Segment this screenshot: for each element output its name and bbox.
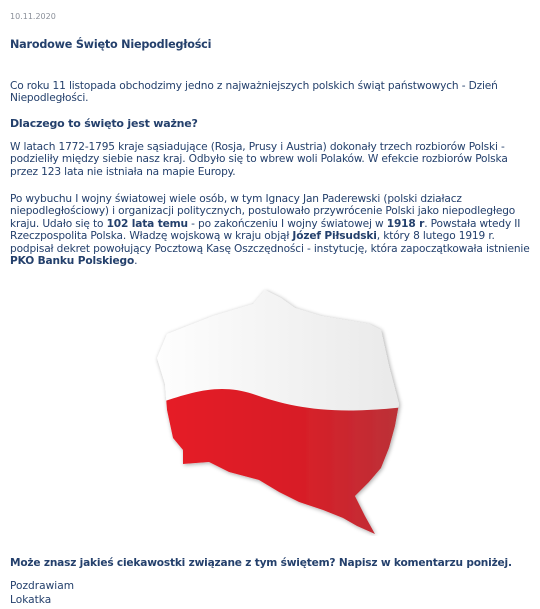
closing-greeting: Pozdrawiam (10, 580, 75, 592)
post-date: 10.11.2020 (10, 12, 56, 21)
independence-paragraph (10, 193, 530, 267)
text-span: - po zakończeniu I wojny światowej w (187, 217, 387, 230)
comment-prompt: Może znasz jakieś ciekawostki związane z tym świętem? Napisz w komentarzu poniżej. (10, 557, 512, 569)
bold-span: 102 lata temu (106, 217, 188, 230)
flag-red-band (143, 389, 413, 536)
text-span: . (134, 255, 138, 268)
text-span: . Powstała wtedy II Rzeczpospolita Polska. Władzę wojskową w kraju objął (10, 217, 521, 243)
intro-paragraph: Co roku 11 listopada obchodzimy jedno z najważniejszych polskich świąt państwowych - Dzień Niepodległości. (10, 80, 498, 105)
section-heading: Dlaczego to święto jest ważne? (10, 117, 198, 130)
bold-span: Józef Piłsudski (292, 230, 377, 243)
history-paragraph: W latach 1772-1795 kraje sąsiadujące (Rosja, Prusy i Austria) dokonały trzech rozbiorów Polski - podzieliły między siebie nasz kraj. Odbyło się to wbrew woli Polaków. W efekcie rozbiorów Polska przez 123 lata nie istniała na mapie Europy. (10, 141, 508, 178)
bold-span: 1918 r (386, 217, 425, 230)
poland-flag-map-image (143, 286, 413, 536)
bold-span: PKO Banku Polskiego (10, 255, 135, 268)
author-signature: Lokatka (10, 594, 52, 606)
map-shape (143, 286, 413, 536)
post-title: Narodowe Święto Niepodległości (10, 38, 212, 51)
text-span: Po wybuchu I wojny światowej wiele osób, w tym Ignacy Jan Paderewski (polski działacz niepodległościowy) i organizacji politycznych, postulowało przywrócenie Polski jako niepodległego kraju. Udało się to (10, 193, 516, 230)
text-span: , który 8 lutego 1919 r. podpisał dekret powołujący Pocztową Kasę Oszczędności - instytucję, która zapoczątkowała istnienie (10, 230, 530, 255)
